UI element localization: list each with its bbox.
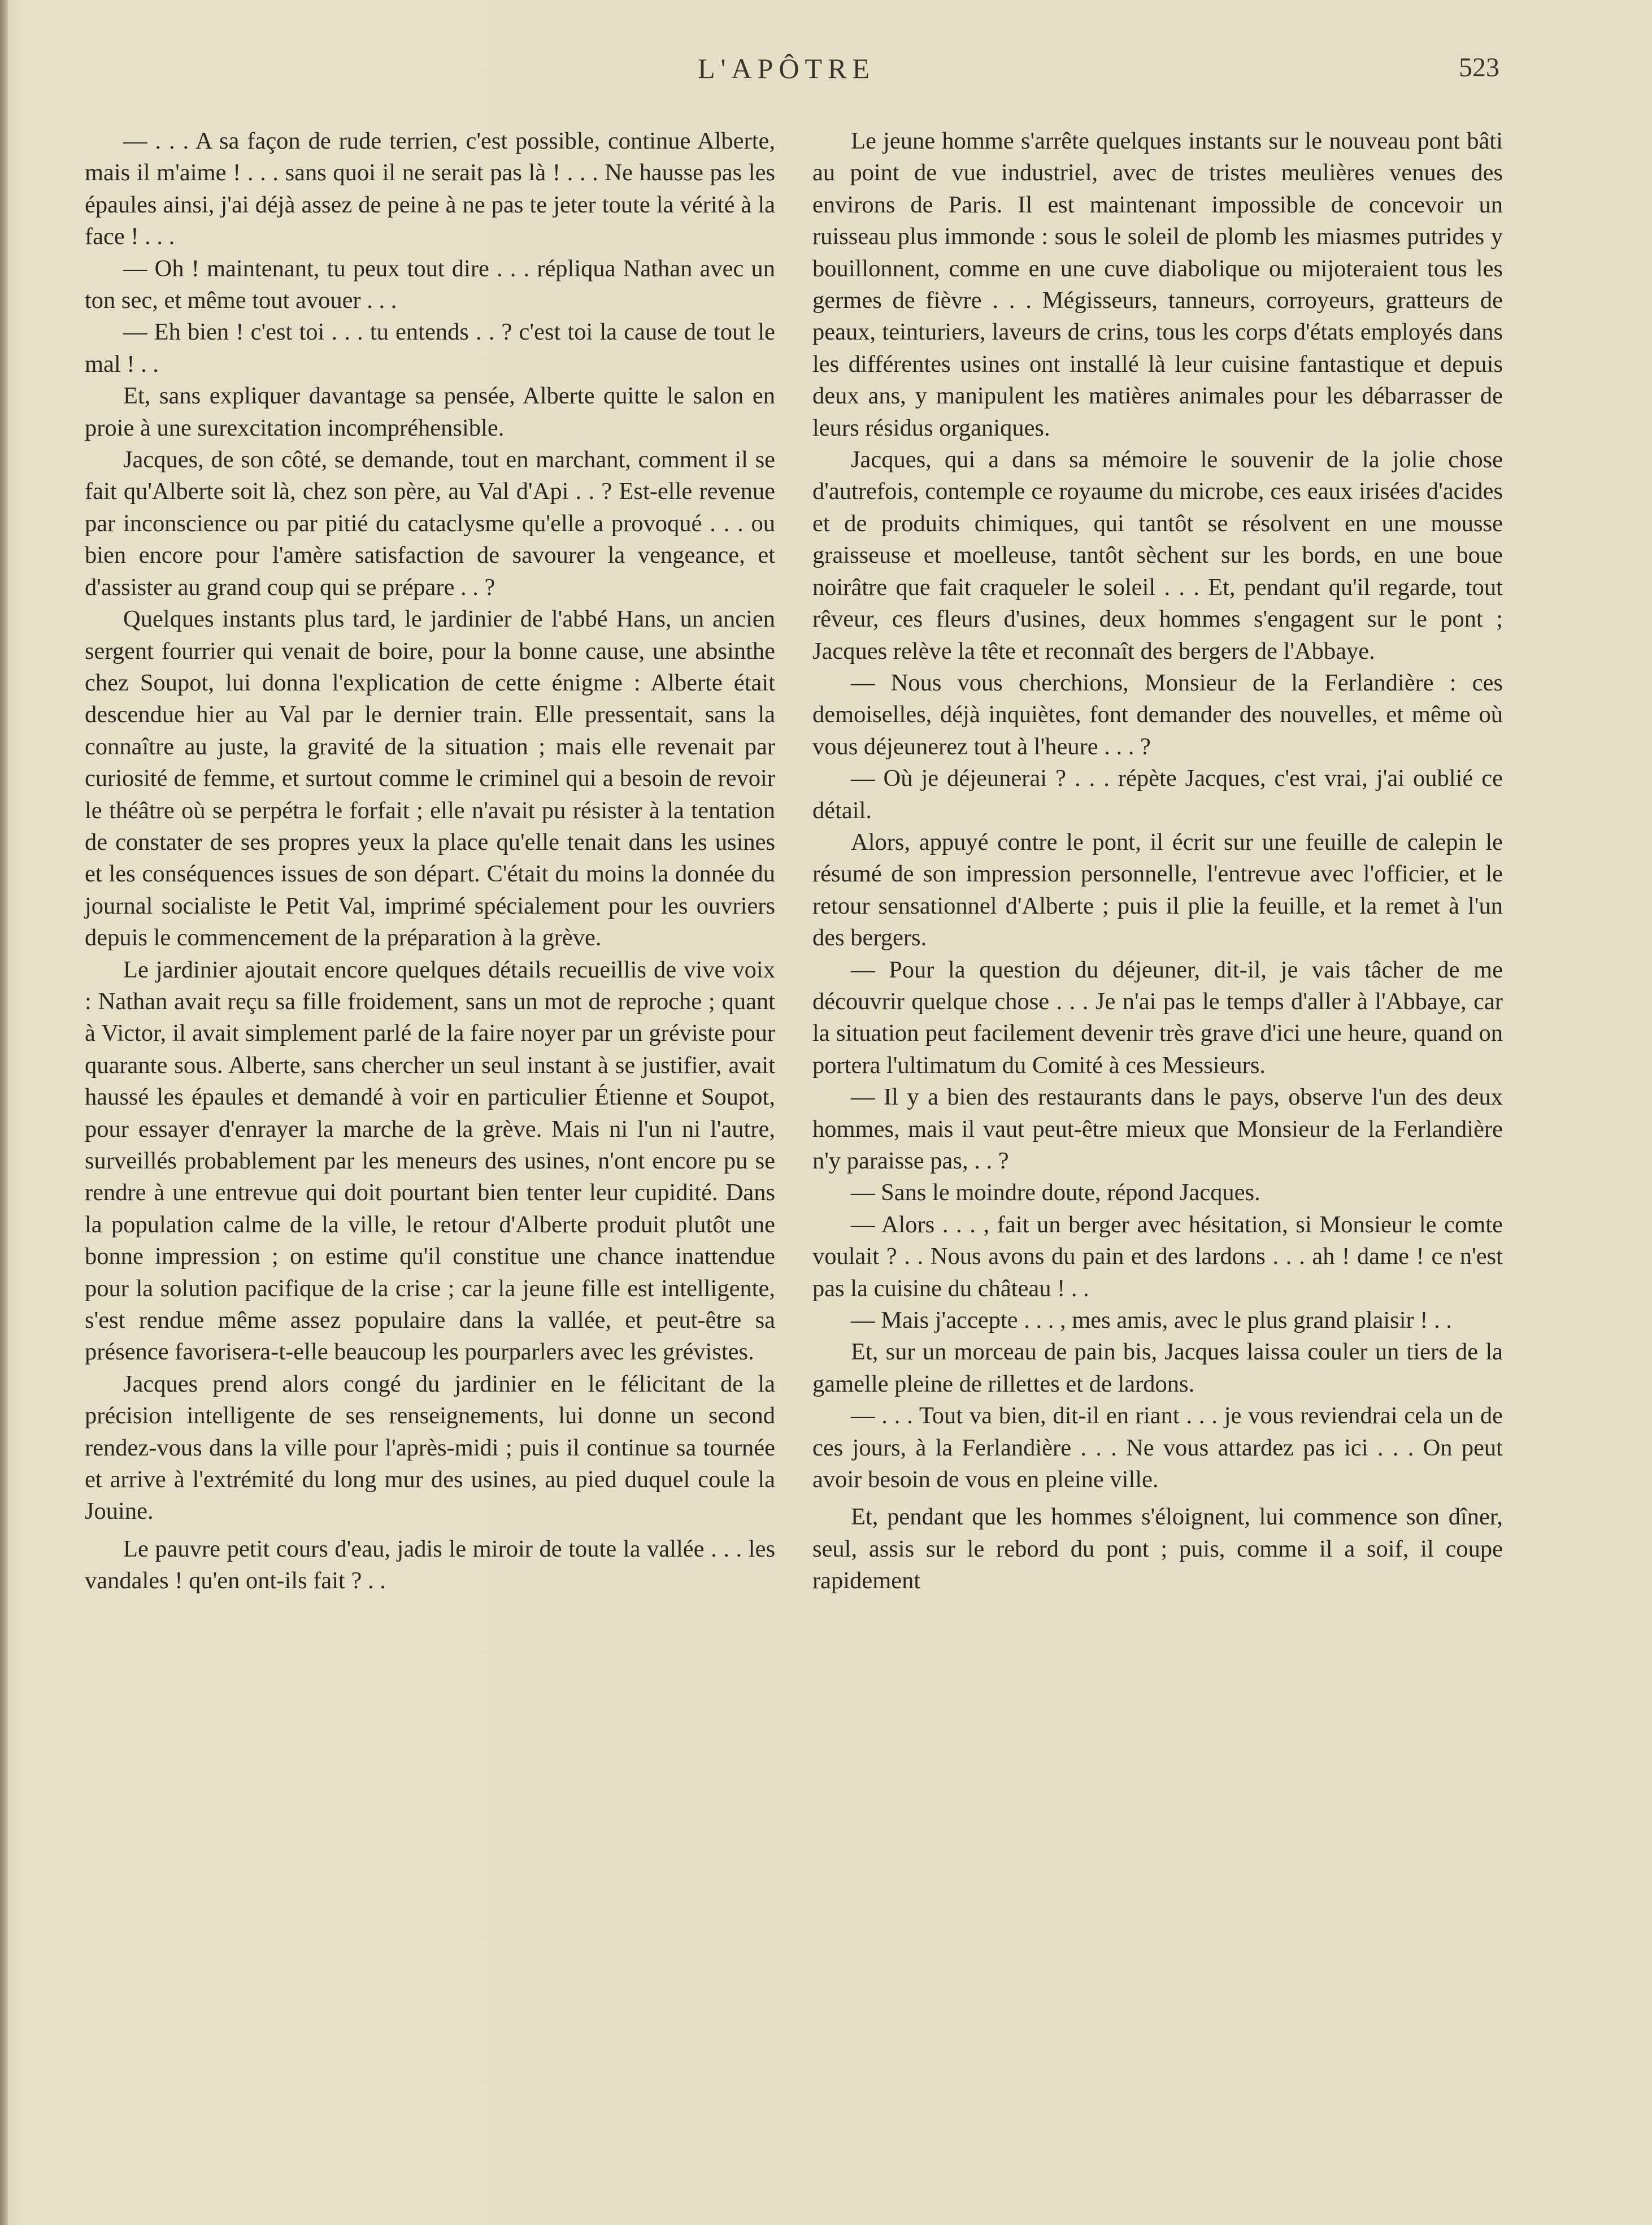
paragraph: — Où je déjeunerai ? . . . répète Jacques, c'est vrai, j'ai oublié ce détail. (812, 765, 1503, 824)
paragraph: — Eh bien ! c'est toi . . . tu entends . . ? c'est toi la cause de tout le mal ! . . (85, 319, 775, 377)
paragraph: Alors, appuyé contre le pont, il écrit sur une feuille de calepin le résumé de son impression personnelle, l'entrevue avec l'officier, et le retour sensationnel d'Alberte ; puis il plie la feuille, et la remet à l'un des bergers. (812, 828, 1503, 951)
paragraph: Le jardinier ajoutait encore quelques détails recueillis de vive voix : Nathan avait reçu sa fille froidement, sans un mot de reproche ; quant à Victor, il avait simplement parlé de la faire noyer par un gréviste pour quarante sous. Alberte, sans chercher un seul instant à se justifier, avait haussé les épaules et demandé à voir en particulier Étienne et Soupot, pour essayer d'enrayer la marche de la grève. Mais ni l'un ni l'autre, surveillés probablement par les meneurs des usines, n'ont encore pu se rendre à une entrevue qui doit pourtant bien tenter leur cupidité. Dans la population calme de la ville, le retour d'Alberte produit plutôt une bonne impression ; on estime qu'il constitue une chance inattendue pour la solution pacifique de la crise ; car la jeune fille est intelligente, s'est rendue même assez populaire dans la vallée, et peut-être sa présence favorisera-t-elle beaucoup les pourparlers avec les grévistes. (85, 956, 775, 1366)
right-column (812, 125, 1503, 1597)
running-title: L'APÔTRE (697, 53, 875, 84)
page-number: 523 (1459, 53, 1499, 82)
paragraph: — Oh ! maintenant, tu peux tout dire . . . répliqua Nathan avec un ton sec, et même tout avouer . . . (85, 255, 775, 314)
paragraph: Et, pendant que les hommes s'éloignent, lui commence son dîner, seul, assis sur le rebord du pont ; puis, comme il a soif, il coupe rapidement (812, 1503, 1503, 1594)
binding-edge (0, 0, 8, 2225)
paragraph: Quelques instants plus tard, le jardinier de l'abbé Hans, un ancien sergent fourrier qui venait de boire, pour la bonne cause, une absinthe chez Soupot, lui donna l'explication de cette énigme : Alberte était descendue hier au Val par le dernier train. Elle pressentait, sans la connaître au juste, la gravité de la situation ; mais elle revenait par curiosité de femme, et surtout comme le criminel qui a besoin de revoir le théâtre où se perpétra le forfait ; elle n'avait pu résister à la tentation de constater de ses propres yeux la place qu'elle tenait dans les usines et les conséquences issues de son départ. C'était du moins la donnée du journal socialiste le Petit Val, imprimé spécialement pour les ouvriers depuis le commencement de la préparation à la grève. (85, 606, 775, 951)
paragraph: Le pauvre petit cours d'eau, jadis le miroir de toute la vallée . . . les vandales ! qu'en ont-ils fait ? . . (85, 1535, 775, 1594)
paragraph: — Alors . . . , fait un berger avec hésitation, si Monsieur le comte voulait ? . . Nous avons du pain et des lardons . . . ah ! dame ! ce n'est pas la cuisine du château ! . . (812, 1211, 1503, 1302)
paragraph: — Nous vous cherchions, Monsieur de la Ferlandière : ces demoiselles, déjà inquiètes, font demander des nouvelles, et même où vous déjeunerez tout à l'heure . . . ? (812, 669, 1503, 760)
paragraph: Le jeune homme s'arrête quelques instants sur le nouveau pont bâti au point de vue industriel, avec de tristes meulières venues des environs de Paris. Il est maintenant impossible de concevoir un ruisseau plus immonde : sous le soleil de plomb les miasmes putrides y bouillonnent, comme en une cuve diabolique ou mijoteraient tous les germes de fièvre . . . Mégisseurs, tanneurs, corroyeurs, gratteurs de peaux, teinturiers, laveurs de crins, tous les corps d'états employés dans les différentes usines ont installé là leur cuisine fantastique et depuis deux ans, y manipulent les matières animales pour les débarrasser de leurs résidus organiques. (812, 128, 1503, 441)
paragraph: — Sans le moindre doute, répond Jacques. (851, 1179, 1260, 1206)
paragraph: Et, sans expliquer davantage sa pensée, Alberte quitte le salon en proie à une surexcitation incompréhensible. (85, 383, 775, 441)
paragraph: — . . . Tout va bien, dit-il en riant . . . je vous reviendrai cela un de ces jours, à la Ferlandière . . . Ne vous attardez pas ici . . . On peut avoir besoin de vous en pleine ville. (812, 1402, 1503, 1493)
paragraph: — Pour la question du déjeuner, dit-il, je vais tâcher de me découvrir quelque chose . . . Je n'ai pas le temps d'aller à l'Abbaye, car la situation peut facilement devenir très grave d'ici une heure, quand on portera l'ultimatum du Comité à ces Messieurs. (812, 956, 1503, 1079)
paragraph: Jacques prend alors congé du jardinier en le félicitant de la précision intelligente de ses renseignements, lui donne un second rendez-vous dans la ville pour l'après-midi ; puis il continue sa tournée et arrive à l'extrémité du long mur des usines, au pied duquel coule la Jouine. (85, 1370, 775, 1525)
paragraph: Jacques, de son côté, se demande, tout en marchant, comment il se fait qu'Alberte soit là, chez son père, au Val d'Api . . ? Est-elle revenue par inconscience ou par pitié du cataclysme qu'elle a provoqué . . . ou bien encore pour l'amère satisfaction de savourer la vengeance, et d'assister au grand coup qui se prépare . . ? (85, 446, 775, 601)
paragraph: — Il y a bien des restaurants dans le pays, observe l'un des deux hommes, mais il vaut peut-être mieux que Monsieur de la Ferlandière n'y paraisse pas, . . ? (812, 1084, 1503, 1174)
left-column (85, 125, 775, 1597)
paragraph: — Mais j'accepte . . . , mes amis, avec le plus grand plaisir ! . . (851, 1307, 1452, 1334)
paragraph: — . . . A sa façon de rude terrien, c'est possible, continue Alberte, mais il m'aime ! . . . sans quoi il ne serait pas là ! . . . Ne hausse pas les épaules ainsi, j'ai déjà assez de peine à ne pas te jeter toute la vérité à la face ! . . . (85, 128, 775, 250)
paragraph: Et, sur un morceau de pain bis, Jacques laissa couler un tiers de la gamelle pleine de rillettes et de lardons. (812, 1339, 1503, 1397)
paragraph: Jacques, qui a dans sa mémoire le souvenir de la jolie chose d'autrefois, contemple ce royaume du microbe, ces eaux irisées d'acides et de produits chimiques, qui tantôt se résolvent en une mousse graisseuse et moelleuse, tantôt sèchent sur les bords, en une boue noirâtre que fait craqueler le soleil . . . Et, pendant qu'il regarde, tout rêveur, ces fleurs d'usines, deux hommes s'engagent sur le pont ; Jacques relève la tête et reconnaît des bergers de l'Abbaye. (812, 446, 1503, 664)
